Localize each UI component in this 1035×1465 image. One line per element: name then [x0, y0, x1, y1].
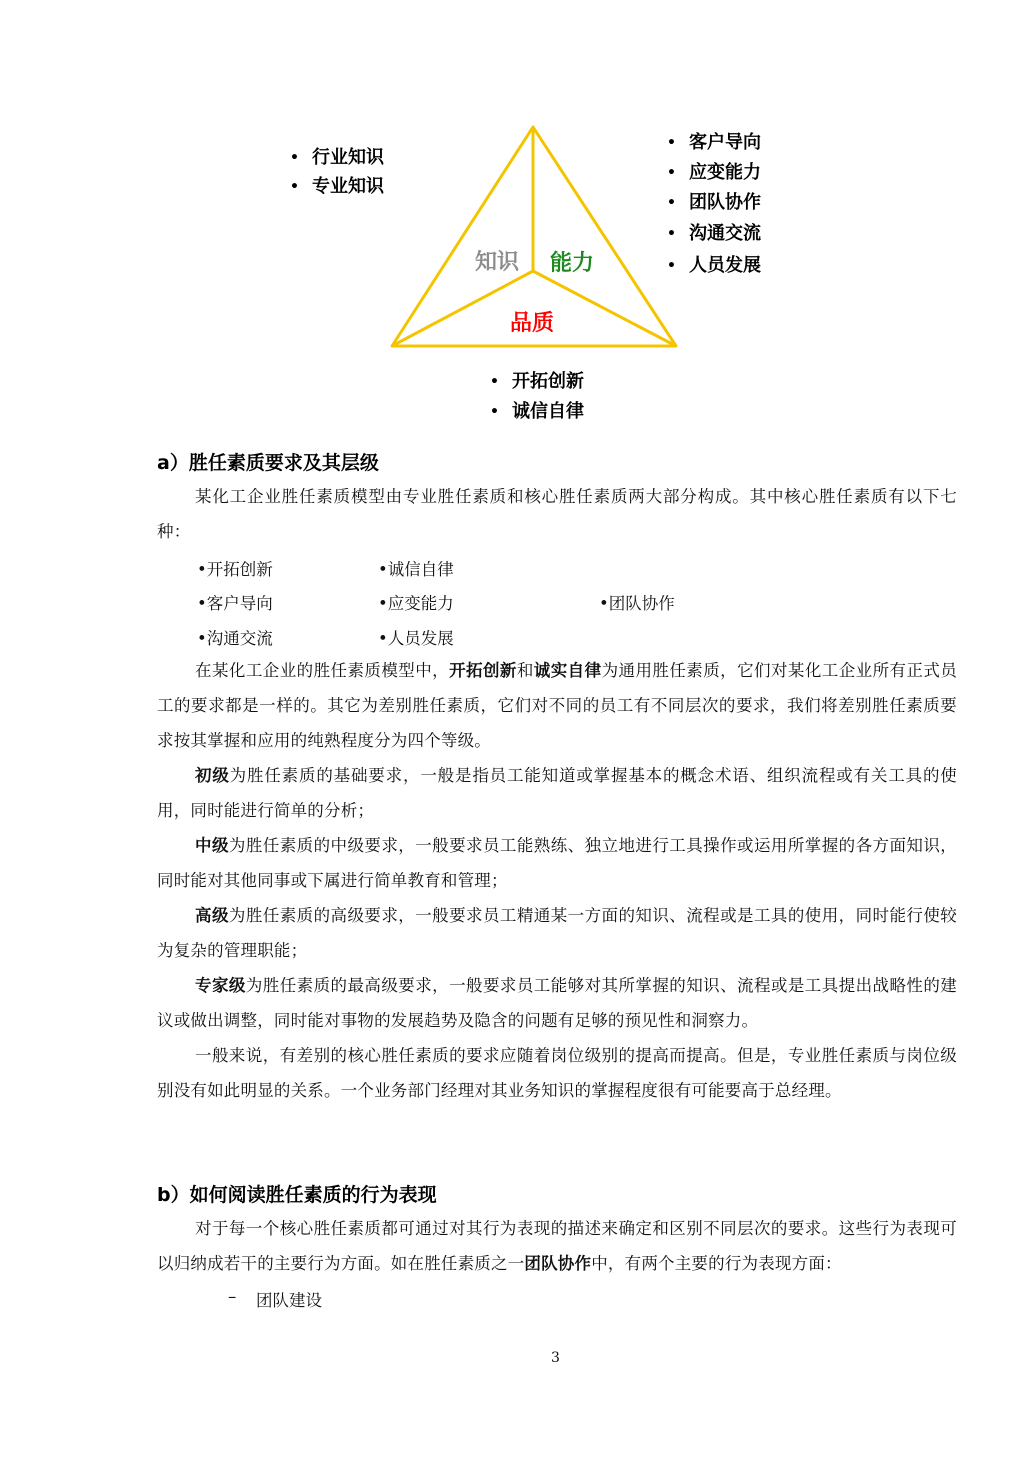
- list-item: •客户导向: [197, 594, 273, 613]
- bullet-icon: •: [667, 165, 676, 181]
- ability-label: 能力: [550, 251, 595, 276]
- list-item: •人员发展: [378, 629, 454, 648]
- list-item: • 团队协作: [667, 192, 761, 213]
- page-number: 3: [551, 1350, 560, 1366]
- bullet-icon: •: [667, 226, 676, 242]
- section-b-heading: b）如何阅读胜任素质的行为表现: [157, 1184, 437, 1206]
- summary-paragraph: 一般来说，有差别的核心胜任素质的要求应随着岗位级别的提高而提高。但是，专业胜任素质与岗位级别没有如此明显的关系。一个业务部门经理对其业务知识的掌握程度很有可能要高于总经理。: [157, 1046, 957, 1100]
- knowledge-label: 知识: [475, 250, 520, 275]
- dash-icon: –: [228, 1287, 237, 1306]
- list-item: •团队协作: [599, 594, 675, 613]
- level-expert: 专家级为胜任素质的最高级要求，一般要求员工能够对其所掌握的知识、流程或是工具提出战略性的建议或做出调整，同时能对事物的发展趋势及隐含的问题有足够的预见性和洞察力。: [157, 976, 957, 1030]
- list-item: •诚信自律: [378, 560, 454, 579]
- bullet-icon: •: [667, 195, 676, 211]
- bullet-icon: •: [667, 258, 676, 274]
- list-item: •应变能力: [378, 594, 454, 613]
- list-item: • 诚信自律: [490, 401, 584, 422]
- list-item: • 应变能力: [667, 162, 761, 183]
- triangle-shape: [0, 0, 1035, 400]
- list-item: • 人员发展: [667, 255, 761, 276]
- bullet-icon: •: [667, 135, 676, 151]
- list-item: • 沟通交流: [667, 223, 761, 244]
- bullet-icon: •: [490, 374, 499, 390]
- sub-item-team-building: 团队建设: [256, 1291, 322, 1310]
- level-intermediate: 中级为胜任素质的中级要求，一般要求员工能熟练、独立地进行工具操作或运用所掌握的各方面知识，同时能对其他同事或下属进行简单教育和管理；: [157, 836, 957, 890]
- list-item: • 开拓创新: [490, 371, 584, 392]
- list-item: • 客户导向: [667, 132, 761, 153]
- section-a-heading: a）胜任素质要求及其层级: [157, 452, 379, 474]
- general-competency-paragraph: 在某化工企业的胜任素质模型中，开拓创新和诚实自律为通用胜任素质，它们对某化工企业所有正式员工的要求都是一样的。其它为差别胜任素质，它们对不同的员工有不同层次的要求，我们将差别胜任素质要求按其掌握和应用的纯熟程度分为四个等级。: [157, 661, 958, 750]
- level-primary: 初级为胜任素质的基础要求，一般是指员工能知道或掌握基本的概念术语、组织流程或有关工具的使用，同时能进行简单的分析；: [157, 766, 957, 820]
- bullet-icon: •: [290, 150, 299, 166]
- bullet-icon: •: [490, 404, 499, 420]
- level-advanced: 高级为胜任素质的高级要求，一般要求员工精通某一方面的知识、流程或是工具的使用，同时能行使较为复杂的管理职能；: [157, 906, 957, 960]
- list-item: • 专业知识: [290, 176, 384, 197]
- list-item: • 行业知识: [290, 147, 384, 168]
- bullet-icon: •: [290, 179, 299, 195]
- quality-label: 品质: [510, 311, 555, 336]
- list-item: •开拓创新: [197, 560, 273, 579]
- behavior-paragraph: 对于每一个核心胜任素质都可通过对其行为表现的描述来确定和区别不同层次的要求。这些行为表现可以归纳成若干的主要行为方面。如在胜任素质之一团队协作中，有两个主要的行为表现方面：: [157, 1219, 957, 1273]
- list-item: •沟通交流: [197, 629, 273, 648]
- section-a-intro: 某化工企业胜任素质模型由专业胜任素质和核心胜任素质两大部分构成。其中核心胜任素质有以下七种：: [157, 487, 957, 541]
